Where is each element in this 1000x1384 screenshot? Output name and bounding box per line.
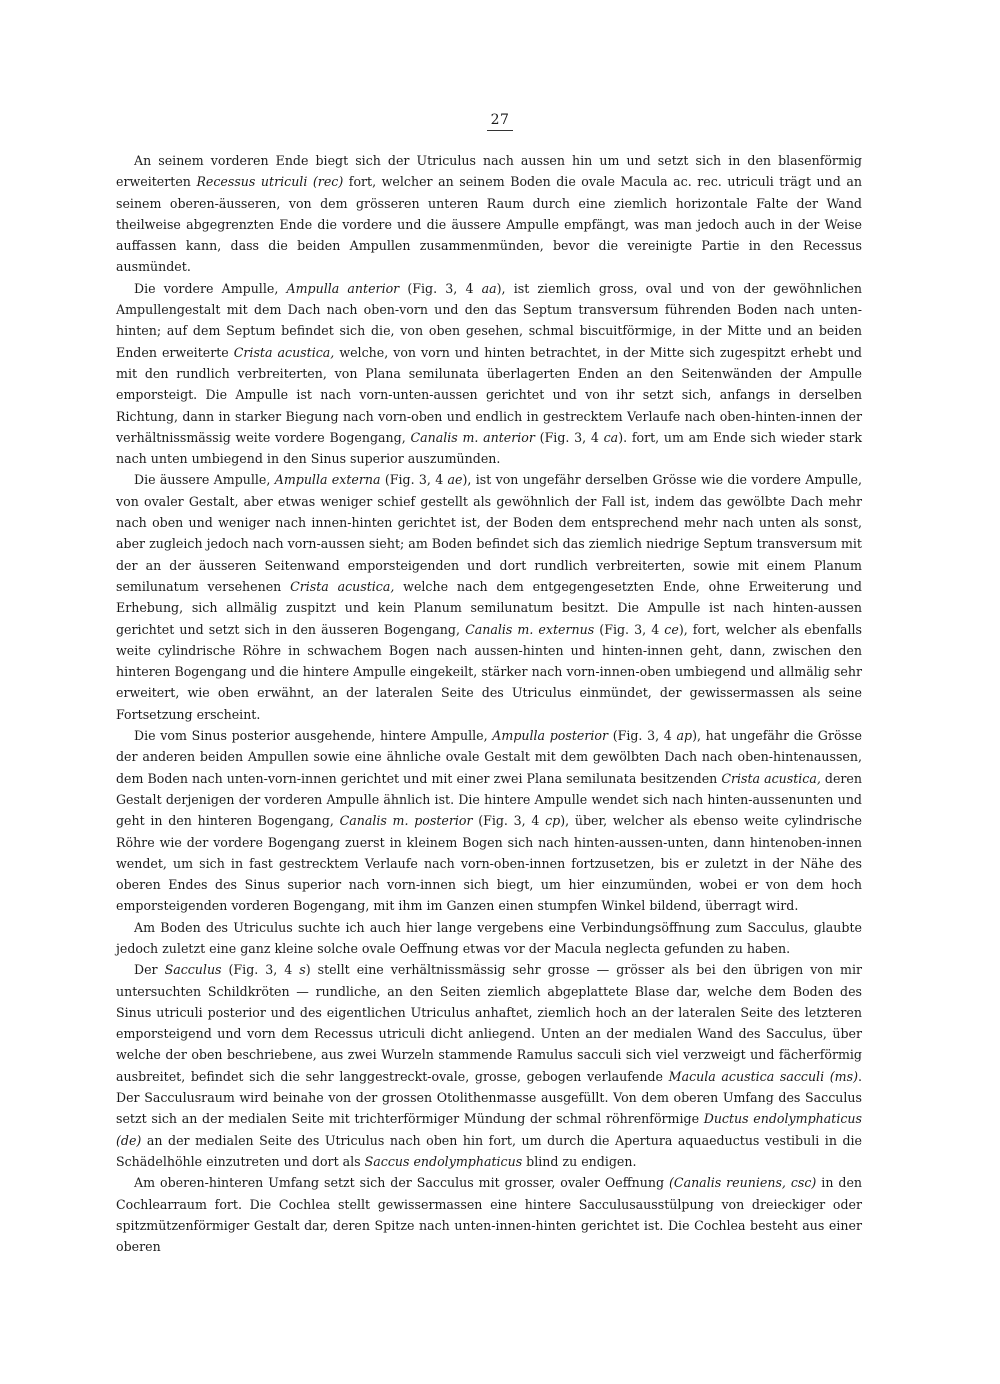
text-run: ), hat ungefähr die Grösse der anderen beiden Ampullen sowie eine ähnliche ovale Gestalt mit dem gewölbten Dach nach oben-hintenaussen, dem Boden nach unten-vorn-innen gerichtet und mit einer zwei Plana semilunata besitzenden (116, 728, 862, 786)
italic-term: Crista acustica, (721, 770, 821, 786)
text-run: ) stellt eine verhältnissmässig sehr grosse — grösser als bei den übrigen von mir untersuchten Schildkröten — rundliche, an den Seiten ziemlich abgeplattete Blase dar, welche dem Boden des Sinus utriculi posterior und des eigentlichen Utriculus anhaftet, ziemlich hoch an der lateralen Seite des letzteren emporsteigend und vorn dem Recessus utriculi dicht anliegend. Unten an der medialen Wand des Sacculus, über welche der oben beschriebene, aus zwei Wurzeln stammende Ramulus sacculi sich viel verzweigt und fächerförmig ausbreitet, befindet sich die sehr langgestreckt-ovale, grosse, gebogen verlaufende (116, 962, 862, 1084)
text-run: deren Gestalt derjenigen der vorderen Ampulle ähnlich ist. Die hintere Ampulle wendet sich nach hinten-aussenunten und geht in den hinteren Bogengang, (116, 770, 862, 829)
page-number (0, 112, 1000, 131)
italic-term: Sacculus (164, 962, 222, 978)
text-run: blind zu endigen. (522, 1153, 637, 1169)
text-run: An seinem vorderen Ende biegt sich der Utriculus nach aussen hin um und setzt sich in den blasenförmig erweiterten (116, 153, 862, 190)
italic-term: Crista acustica, (233, 344, 335, 360)
text-run: welche, von vorn und hinten betrachtet, in der Mitte sich zugespitzt erhebt und mit den rundlich verbreiterten, von Plana semilunata überlagerten Enden an den Seitenwänden der Ampulle emporsteigt. Die Ampulle ist nach vorn-unten-aussen gerichtet und von ihr setzt sich, anfangs in derselben Richtung, dann in starker Biegung nach vorn-oben und endlich in gestrecktem Verlaufe nach oben-hinten-innen der verhältnissmässig weite vordere Bogengang, (116, 344, 862, 445)
text-run: Die äussere Ampulle, (134, 472, 275, 488)
text-run: ), über, welcher als ebenso weite cylindrische Röhre wie der vordere Bogengang zuerst in kleinem Bogen sich nach hinten-aussen-unten, dann hintenoben-innen wendet, um sich in fast gestrecktem Verlaufe nach vorn-oben-innen fortzusetzen, bis er zuletzt in der Nähe des oberen Endes des Sinus superior nach vorn-innen sich biegt, um hier einzumünden, wobei er von dem hoch emporsteigenden vorderen Bogengang, mit ihm im Ganzen einen stumpfen Winkel bildend, überragt wird. (116, 813, 862, 914)
italic-term: ca (603, 429, 619, 445)
text-run: (Fig. 3, 4 (380, 472, 448, 488)
text-run: ), ist ziemlich gross, oval und von der gewöhnlichen Ampullengestalt mit dem Dach nach oben-vorn und den das Septum transversum führenden Boden nach unten-hinten; auf dem Septum befindet sich die, von oben gesehen, schmal biscuitförmige, in der Mitte und an beiden Enden erweiterte (116, 280, 862, 360)
text-run: Die vom Sinus posterior ausgehende, hintere Ampulle, (134, 728, 493, 744)
text-run: in den Cochlearraum fort. Die Cochlea stellt gewissermassen eine hintere Sacculusausstülpung von dreieckiger oder spitzmützenförmiger Gestalt dar, deren Spitze nach unten-innen-hinten gerichtet ist. Die Cochlea besteht aus einer oberen (116, 1175, 863, 1255)
text-run: Am Boden des Utriculus suchte ich auch hier lange vergebens eine Verbindungsöffnung zum Sacculus, glaubte jedoch zuletzt eine ganz kleine solche ovale Oeffnung etwas vor der Macula neglecta gefunden zu haben. (116, 919, 862, 956)
italic-term: (Canalis reuniens, csc) (669, 1175, 817, 1191)
text-run: welche nach dem entgegengesetzten Ende, ohne Erweiterung und Erhebung, sich allmälig zuspitzt und kein Planum semilunatum besitzt. Die Ampulle ist nach hinten-aussen gerichtet und setzt sich in den äusseren Bogengang, (116, 578, 862, 637)
italic-term: Canalis m. anterior (410, 429, 535, 445)
page-number-text: 27 (487, 112, 514, 131)
italic-term: Saccus endolymphaticus (364, 1153, 523, 1169)
italic-term: s (299, 962, 306, 978)
text-run: (Fig. 3, 4 (221, 962, 300, 978)
text-run: (Fig. 3, 4 (534, 429, 604, 445)
text-run: (Fig. 3, 4 (594, 621, 665, 637)
text-run: (Fig. 3, 4 (399, 280, 482, 296)
text-run: Der (134, 962, 165, 978)
italic-term: Ampulla anterior (286, 280, 400, 296)
italic-term: Ampulla posterior (492, 728, 609, 744)
text-run: ), ist von ungefähr derselben Grösse wie die vordere Ampulle, von ovaler Gestalt, aber etwas weniger schief gestellt als gewöhnlich der Fall ist, indem das gewölbte Dach mehr nach oben und weniger nach innen-hinten gerichtet ist, der Boden dem entsprechend mehr nach unten als sonst, aber zugleich jedoch nach vorn-aussen sieht; am Boden befindet sich das ziemlich niedrige Septum transversum mit der an der äusseren Seitenwand emporsteigenden und dort rundlich verbreiterten, sowie mit einem Planum semilunatum versehenen (116, 472, 863, 594)
italic-term: Recessus utriculi (rec) (196, 174, 344, 190)
italic-term: ae (447, 472, 463, 488)
paragraph (116, 1172, 862, 1257)
text-run: an der medialen Seite des Utriculus nach oben hin fort, um durch die Apertura aquaeductus vestibuli in die Schädelhöhle einzutreten und dort als (116, 1132, 862, 1169)
italic-term: Ductus endolymphaticus (de) (116, 1111, 862, 1148)
italic-term: Canalis m. externus (465, 621, 595, 637)
text-run: Am oberen-hinteren Umfang setzt sich der Sacculus mit grosser, ovaler Oeffnung (134, 1175, 670, 1191)
paragraph (116, 959, 862, 1172)
italic-term: ce (664, 621, 679, 637)
text-run: . Der Sacculusraum wird beinahe von der grossen Otolithenmasse ausgefüllt. Von dem oberen Umfang des Sacculus setzt sich an der medialen Seite mit trichterförmiger Mündung der schmal röhrenförmige (116, 1068, 863, 1127)
paragraph (116, 469, 862, 725)
text-run: (Fig. 3, 4 (472, 813, 546, 829)
italic-term: aa (481, 280, 497, 296)
italic-term: cp (545, 813, 561, 829)
paragraph (116, 917, 862, 960)
text-run: (Fig. 3, 4 (608, 728, 677, 744)
text-run: ), fort, welcher als ebenfalls weite cylindrische Röhre in schwachem Bogen nach aussen-hinten und hinten-innen geht, dann, zwischen den hinteren Bogengang und die hintere Ampulle eingekeilt, stärker nach vorn-innen-oben umbiegend und allmälig sehr erweitert, wie oben erwähnt, an der lateralen Seite des Utriculus einmündet, der gewissermassen als seine Fortsetzung erscheint. (116, 621, 863, 722)
text-run: fort, welcher an seinem Boden die ovale Macula ac. rec. utriculi trägt und an seinem oberen-äusseren, von dem grösseren unteren Raum durch eine ziemlich horizontale Falte der Wand theilweise abgegrenzten Ende die vordere und die äussere Ampulle empfängt, was man jedoch auch in der Weise auffassen kann, dass die beiden Ampullen zusammenmünden, bevor die vereinigte Partie in den Recessus ausmündet. (116, 174, 862, 275)
paragraph (116, 278, 862, 470)
italic-term: Macula acustica sacculi (ms) (668, 1068, 858, 1084)
paragraph (116, 725, 862, 917)
italic-term: ap (676, 728, 693, 744)
paragraph (116, 150, 862, 278)
text-run: Die vordere Ampulle, (134, 280, 287, 296)
italic-term: Crista acustica, (290, 578, 395, 594)
italic-term: Canalis m. posterior (339, 813, 473, 829)
italic-term: Ampulla externa (274, 472, 381, 488)
body-text (116, 150, 862, 1257)
text-run: ). fort, um am Ende sich wieder stark nach unten umbiegend in den Sinus superior auszumünden. (116, 429, 862, 467)
